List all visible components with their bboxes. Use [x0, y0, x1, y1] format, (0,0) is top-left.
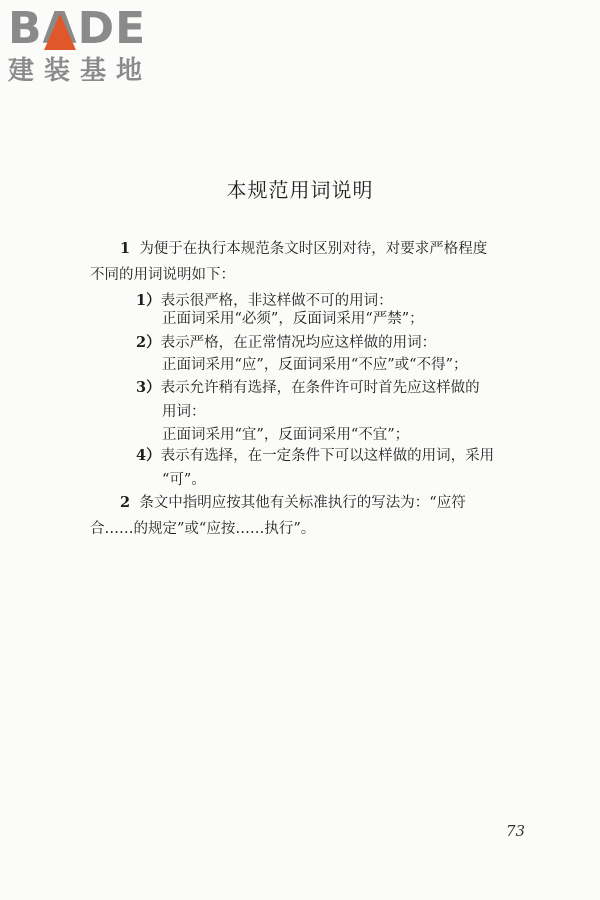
logo-triangle-mark [44, 14, 76, 50]
clause-1-line-2: 不同的用词说明如下： [90, 267, 235, 283]
bade-logo [8, 3, 178, 86]
item-text: 表示有选择，在一定条件下可以这样做的用词，采用 [160, 448, 495, 464]
item-label: 2） [136, 334, 161, 351]
item-text: 表示很严格，非这样做不可的用词： [160, 293, 393, 309]
logo-subtitle: 建装基地 [8, 56, 153, 86]
logo-wordmark: BADE [8, 3, 147, 54]
item-detail: 正面词采用“必须”，反面词采用“严禁”； [162, 311, 424, 327]
clause-1-number: 1 [120, 240, 131, 257]
clause-2-line-2: 合……的规定”或“应按……执行”。 [90, 521, 316, 537]
clause-1 [90, 236, 540, 288]
page-title: 本规范用词说明 [226, 178, 374, 202]
clause-1-line-1: 为便于在执行本规范条文时区别对待，对要求严格程度 [139, 241, 488, 257]
item-text-continued: 用词： [162, 404, 206, 420]
item-label: 4） [136, 447, 161, 464]
clause-2-number: 2 [120, 494, 131, 511]
item-detail: 正面词采用“宜”，反面词采用“不宜”； [162, 427, 410, 443]
clause-2-line-1: 条文中指明应按其他有关标准执行的写法为：“应符 [139, 495, 466, 511]
item-text: 表示允许稍有选择，在条件许可时首先应这样做的 [160, 380, 480, 396]
item-detail: 正面词采用“应”，反面词采用“不应”或“不得”； [162, 357, 468, 373]
list-item [136, 375, 538, 401]
list-item [136, 443, 538, 469]
item-text-continued: “可”。 [162, 472, 206, 488]
item-label: 3） [136, 379, 161, 396]
clause-2 [90, 490, 540, 542]
item-label: 1） [136, 292, 161, 309]
page-number: 73 [506, 822, 526, 840]
item-text: 表示严格，在正常情况均应这样做的用词： [160, 335, 437, 351]
